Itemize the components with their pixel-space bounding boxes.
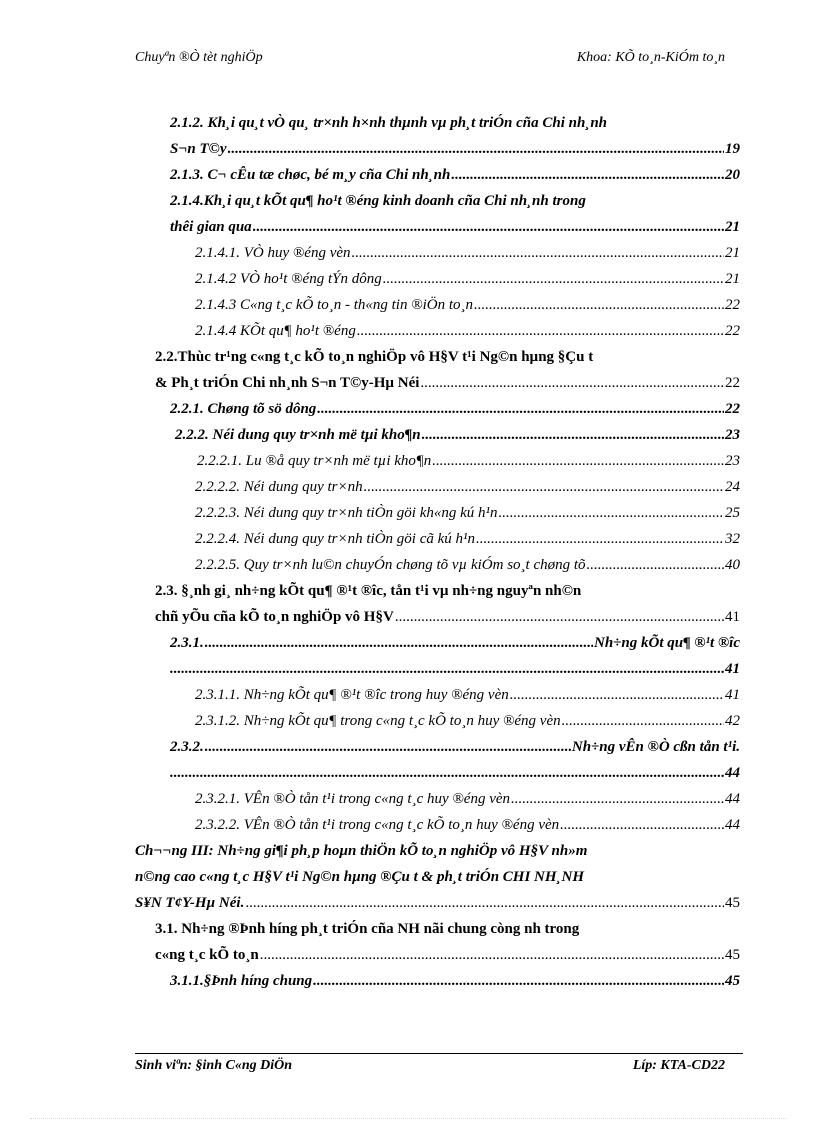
- toc-entry-text: S¥N T¢Y-Hµ Néi.: [135, 895, 245, 911]
- dot-leader: [476, 526, 724, 552]
- toc-page-number: 32: [725, 531, 740, 547]
- dot-leader: [510, 682, 724, 708]
- dot-leader: [313, 968, 724, 994]
- toc-entry-text: 2.2.2.1. Lu ®å quy tr×nh më tµi kho¶n: [197, 453, 432, 469]
- toc-entry-2-1-4-4[interactable]: [195, 318, 740, 344]
- toc-entry-text: 2.3. §¸nh gi¸ nh÷ng kÕt qu¶ ®¹t ®îc, tån t¹i vµ nh÷ng nguyªn nh©n: [155, 583, 582, 599]
- dot-leader: [245, 890, 724, 916]
- toc-entry-number: 2.3.1.: [170, 635, 204, 651]
- toc-entry-2-3-2[interactable]: [170, 734, 740, 786]
- toc-page-number: 24: [725, 479, 740, 495]
- toc-entry-text: 3.1. Nh÷ng ®Þnh híng ph¸t triÓn cña NH nãi chung còng nh trong: [155, 921, 580, 937]
- dot-leader: [205, 630, 593, 656]
- dot-leader: [253, 214, 724, 240]
- toc-entry-2-2-2-4[interactable]: [195, 526, 740, 552]
- toc-page-number: 41: [725, 661, 740, 677]
- toc-entry-2-3[interactable]: [155, 578, 740, 630]
- toc-entry-number: 2.3.2.: [170, 739, 204, 755]
- toc-entry-text: 2.2.1. Chøng tõ sö dông: [170, 401, 317, 417]
- toc-entry-text: 2.3.2.1. VÊn ®Ò tån t¹i trong c«ng t¸c huy ®éng vèn: [195, 791, 511, 807]
- toc-page-number: 22: [725, 375, 740, 391]
- toc-entry-2-1-4-1[interactable]: [195, 240, 740, 266]
- toc-entry-text: S¬n T©y: [170, 141, 227, 157]
- toc-page-number: 22: [725, 297, 740, 313]
- toc-page-number: 25: [725, 505, 740, 521]
- toc-entry-text: Nh÷ng kÕt qu¶ ®¹t ®îc: [594, 635, 740, 651]
- toc-entry-chapter-3[interactable]: [135, 838, 740, 916]
- toc-entry-text: chñ yÕu cña kÕ to¸n nghiÖp vô H§V: [155, 609, 394, 625]
- dot-leader: [432, 448, 724, 474]
- toc-entry-text: Nh÷ng vÊn ®Ò cßn tån t¹i.: [571, 739, 740, 755]
- dot-leader: [499, 500, 724, 526]
- toc-entry-2-3-2-1[interactable]: [195, 786, 740, 812]
- dot-leader: [383, 266, 724, 292]
- toc-entry-text: c«ng t¸c kÕ to¸n: [155, 947, 259, 963]
- footer-student-name: Sinh viªn: §inh C«ng DiÖn: [135, 1058, 293, 1073]
- toc-entry-2-2-2-3[interactable]: [195, 500, 740, 526]
- toc-entry-text: 2.1.4.4 KÕt qu¶ ho¹t ®éng: [195, 323, 356, 339]
- toc-page-number: 45: [725, 895, 740, 911]
- toc-entry-3-1[interactable]: [155, 916, 740, 968]
- toc-entry-2-3-2-2[interactable]: [195, 812, 740, 838]
- toc-entry-2-2-1[interactable]: [170, 396, 740, 422]
- toc-entry-2-1-4[interactable]: [170, 188, 740, 240]
- dot-leader: [352, 240, 724, 266]
- toc-entry-text: 2.2.2.3. Néi dung quy tr×nh tiÒn göi kh«ng kú h¹n: [195, 505, 498, 521]
- dot-leader: [560, 812, 724, 838]
- toc-entry-text: Ch¬¬ng III: Nh÷ng gi¶i ph¸p hoµn thiÖn kÕ to¸n nghiÖp vô H§V nh»m: [135, 843, 588, 859]
- footer-divider: [135, 1053, 743, 1054]
- toc-page-number: 44: [725, 765, 740, 781]
- dot-leader: [474, 292, 724, 318]
- toc-entry-text: 2.2.2.4. Néi dung quy tr×nh tiÒn göi cã kú h¹n: [195, 531, 476, 547]
- dot-leader: [205, 734, 571, 760]
- toc-entry-text: 2.2.2.2. Néi dung quy tr×nh: [195, 479, 363, 495]
- dot-leader: [364, 474, 724, 500]
- toc-page-number: 23: [725, 453, 740, 469]
- dot-leader: [357, 318, 724, 344]
- toc-entry-2-2-2-1[interactable]: [197, 448, 740, 474]
- page-bottom-edge: [30, 1118, 786, 1119]
- toc-entry-text: 2.2.2. Néi dung quy tr×nh më tµi kho¶n: [175, 427, 421, 443]
- dot-leader: [420, 370, 724, 396]
- dot-leader: [422, 422, 724, 448]
- dot-leader: [260, 942, 724, 968]
- toc-page-number: 45: [725, 973, 740, 989]
- dot-leader: [395, 604, 724, 630]
- dot-leader: [170, 656, 724, 682]
- toc-entry-2-1-3[interactable]: [170, 162, 740, 188]
- toc-page-number: 40: [725, 557, 740, 573]
- toc-entry-text: 2.1.3. C¬ cÊu tæ chøc, bé m¸y cña Chi nh¸nh: [170, 167, 451, 183]
- toc-entry-2-3-1[interactable]: [170, 630, 740, 682]
- footer-class: Líp: KTA-CD22: [632, 1058, 725, 1073]
- dot-leader: [170, 760, 724, 786]
- toc-page-number: 44: [725, 817, 740, 833]
- toc-entry-text: thêi gian qua: [170, 219, 252, 235]
- toc-entry-text: 2.1.2. Kh¸i qu¸t vÒ qu¸ tr×nh h×nh thµnh vµ ph¸t triÓn cña Chi nh¸nh: [170, 115, 608, 131]
- toc-page-number: 22: [725, 401, 740, 417]
- toc-entry-text: 2.1.4.2 VÒ ho¹t ®éng tÝn dông: [195, 271, 382, 287]
- toc-page-number: 21: [725, 219, 740, 235]
- toc-page-number: 21: [725, 271, 740, 287]
- dot-leader: [228, 136, 724, 162]
- toc-entry-text: 2.3.1.1. Nh÷ng kÕt qu¶ ®¹t ®îc trong huy ®éng vèn: [195, 687, 509, 703]
- toc-entry-2-3-1-1[interactable]: [195, 682, 740, 708]
- toc-entry-2-2[interactable]: [155, 344, 740, 396]
- toc-entry-text: 2.3.1.2. Nh÷ng kÕt qu¶ trong c«ng t¸c kÕ to¸n huy ®éng vèn: [195, 713, 561, 729]
- toc-entry-text: 2.3.2.2. VÊn ®Ò tån t¹i trong c«ng t¸c kÕ to¸n huy ®éng vèn: [195, 817, 560, 833]
- toc-entry-3-1-1[interactable]: [170, 968, 740, 994]
- toc-page-number: 41: [725, 687, 740, 703]
- toc-page-number: 42: [725, 713, 740, 729]
- toc-entry-text: 2.1.4.3 C«ng t¸c kÕ to¸n - th«ng tin ®iÖn to¸n: [195, 297, 474, 313]
- toc-entry-text: & Ph¸t triÓn Chi nh¸nh S¬n T©y-Hµ Néi: [155, 375, 420, 391]
- header-left-title: Chuyªn ®Ò tèt nghiÖp: [135, 50, 263, 65]
- page-footer: [135, 1058, 725, 1078]
- toc-entry-2-3-1-2[interactable]: [195, 708, 740, 734]
- toc-page-number: 45: [725, 947, 740, 963]
- dot-leader: [562, 708, 724, 734]
- toc-page-number: 20: [725, 167, 740, 183]
- toc-entry-2-1-4-3[interactable]: [195, 292, 740, 318]
- toc-entry-2-1-4-2[interactable]: [195, 266, 740, 292]
- toc-page-number: 21: [725, 245, 740, 261]
- dot-leader: [511, 786, 724, 812]
- toc-entry-2-2-2-2[interactable]: [195, 474, 740, 500]
- toc-page-number: 22: [725, 323, 740, 339]
- toc-entry-2-1-2[interactable]: [170, 110, 740, 162]
- toc-page-number: 41: [725, 609, 740, 625]
- toc-entry-text: 2.2.2.5. Quy tr×nh lu©n chuyÓn chøng tõ vµ kiÓm so¸t chøng tõ: [195, 557, 586, 573]
- toc-entry-text: 2.1.4.1. VÒ huy ®éng vèn: [195, 245, 351, 261]
- toc-page-number: 19: [725, 141, 740, 157]
- toc-entry-text: 2.1.4.Kh¸i qu¸t kÕt qu¶ ho¹t ®éng kinh doanh cña Chi nh¸nh trong: [170, 193, 586, 209]
- toc-entry-2-2-2[interactable]: [175, 422, 740, 448]
- toc-page-number: 44: [725, 791, 740, 807]
- dot-leader: [451, 162, 724, 188]
- toc-entry-text: 3.1.1.§Þnh híng chung: [170, 973, 313, 989]
- dot-leader: [587, 552, 724, 578]
- header-right-department: Khoa: KÕ to¸n-KiÓm to¸n: [576, 50, 725, 65]
- toc-entry-text: 2.2.Thùc tr¹ng c«ng t¸c kÕ to¸n nghiÖp vô H§V t¹i Ng©n hµng §Çu t: [155, 349, 594, 365]
- page-header: [135, 50, 725, 70]
- toc-entry-2-2-2-5[interactable]: [195, 552, 740, 578]
- toc-entry-text: n©ng cao c«ng t¸c H§V t¹i Ng©n hµng ®Çu t & ph¸t triÓn CHI NH¸NH: [135, 869, 585, 885]
- table-of-contents: [135, 110, 740, 994]
- dot-leader: [317, 396, 724, 422]
- toc-page-number: 23: [725, 427, 740, 443]
